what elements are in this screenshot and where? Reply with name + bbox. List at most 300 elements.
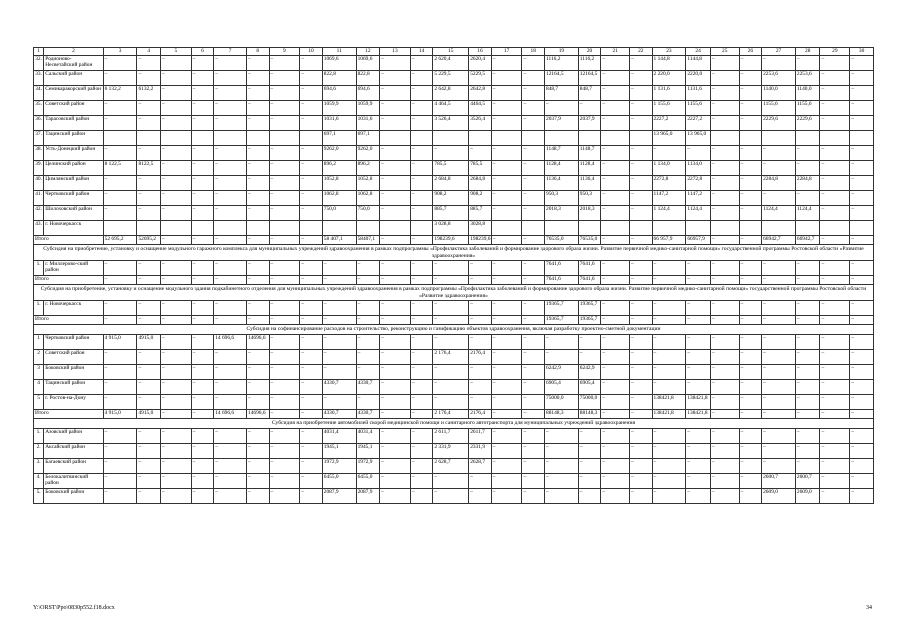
total-amount-cell: – — [491, 409, 522, 418]
amount-cell: – — [850, 261, 874, 276]
district-name-cell: Тарасовский район — [44, 116, 103, 131]
amount-cell: 2 220,0 — [652, 71, 686, 86]
amount-cell: – — [433, 301, 469, 316]
amount-cell: – — [630, 56, 653, 71]
amount-cell: 4330,7 — [356, 379, 380, 394]
amount-cell: – — [795, 146, 820, 161]
amount-cell: – — [247, 191, 270, 206]
total-amount-cell: – — [710, 316, 739, 325]
amount-cell: – — [247, 394, 270, 409]
amount-cell: – — [247, 458, 270, 473]
amount-cell — [247, 131, 270, 146]
amount-cell: – — [630, 473, 653, 488]
total-amount-cell: – — [380, 316, 411, 325]
amount-cell: – — [545, 334, 579, 349]
amount-cell: – — [522, 101, 545, 116]
amount-cell: – — [630, 161, 653, 176]
amount-cell: – — [380, 379, 411, 394]
amount-cell: – — [103, 364, 137, 379]
amount-cell: – — [686, 488, 711, 503]
amount-cell: – — [545, 101, 579, 116]
amount-cell: 2037,9 — [578, 116, 601, 131]
amount-cell: 950,3 — [545, 191, 579, 206]
amount-cell: – — [247, 206, 270, 221]
amount-cell: – — [300, 443, 323, 458]
district-name-cell: г. Новочеркасск — [44, 221, 103, 236]
total-label: Итого — [34, 276, 104, 285]
amount-cell: 2176,4 — [469, 349, 492, 364]
amount-cell: – — [160, 488, 191, 503]
amount-cell: – — [762, 394, 796, 409]
amount-cell — [410, 221, 433, 236]
amount-cell: – — [601, 101, 630, 116]
amount-cell: – — [137, 191, 161, 206]
amount-cell: – — [820, 488, 850, 503]
amount-cell: – — [269, 364, 300, 379]
amount-cell: – — [522, 146, 545, 161]
district-name-cell: Чертковский район — [44, 334, 103, 349]
column-number-cell: 11 — [322, 48, 356, 56]
section-title: Субсидия на приобретение автомобилей скорой медицинской помощи и санитарного автотранспорта для муниципальных учреждений здравоохранения — [34, 418, 874, 428]
amount-cell: 750,0 — [356, 206, 380, 221]
total-amount-cell: 4330,7 — [322, 409, 356, 418]
total-amount-cell: 7641,6 — [578, 276, 601, 285]
amount-cell: 1116,2 — [578, 56, 601, 71]
amount-cell: 3 526,4 — [433, 116, 469, 131]
amount-cell: – — [739, 191, 762, 206]
district-name-cell: Азовский район — [44, 428, 103, 443]
total-amount-cell: – — [601, 276, 630, 285]
row-index-cell: 43. — [34, 221, 44, 236]
column-number-cell: 10 — [300, 48, 323, 56]
amount-cell: – — [214, 364, 247, 379]
amount-cell: 2227,2 — [652, 116, 686, 131]
amount-cell: – — [469, 473, 492, 488]
amount-cell: – — [795, 349, 820, 364]
amount-cell: – — [850, 349, 874, 364]
total-amount-cell: – — [410, 236, 433, 245]
row-index-cell: 35. — [34, 101, 44, 116]
total-amount-cell: – — [160, 316, 191, 325]
amount-cell: – — [433, 261, 469, 276]
amount-cell: – — [630, 428, 653, 443]
document-sheet — [33, 47, 874, 504]
amount-cell: – — [103, 443, 137, 458]
amount-cell: 14 696,6 — [214, 334, 247, 349]
amount-cell: – — [322, 261, 356, 276]
amount-cell: 4915,0 — [137, 334, 161, 349]
amount-cell: – — [820, 428, 850, 443]
amount-cell: – — [214, 101, 247, 116]
row-index-cell: 3. — [34, 458, 44, 473]
district-name-cell: Советский район — [44, 101, 103, 116]
amount-cell: – — [410, 56, 433, 71]
total-amount-cell: – — [410, 316, 433, 325]
amount-cell: 2609,0 — [762, 488, 796, 503]
amount-cell: – — [739, 176, 762, 191]
amount-cell: – — [322, 349, 356, 364]
amount-cell: – — [300, 428, 323, 443]
amount-cell: – — [433, 379, 469, 394]
total-amount-cell: – — [160, 236, 191, 245]
amount-cell: – — [410, 301, 433, 316]
amount-cell: – — [380, 301, 411, 316]
column-number-cell: 13 — [380, 48, 411, 56]
amount-cell: 1069,6 — [322, 56, 356, 71]
total-amount-cell: – — [630, 236, 653, 245]
amount-cell: 2272,8 — [652, 176, 686, 191]
amount-cell: – — [762, 301, 796, 316]
total-amount-cell: – — [601, 409, 630, 418]
amount-cell: – — [762, 428, 796, 443]
amount-cell: – — [739, 301, 762, 316]
row-index-cell: 32. — [34, 56, 44, 71]
amount-cell: 1945,1 — [356, 443, 380, 458]
amount-cell: – — [269, 443, 300, 458]
amount-cell: 3 028,8 — [433, 221, 469, 236]
amount-cell — [322, 221, 356, 236]
amount-cell: – — [269, 161, 300, 176]
amount-cell: – — [850, 86, 874, 101]
amount-cell: – — [103, 473, 137, 488]
amount-cell: – — [630, 101, 653, 116]
total-amount-cell: – — [160, 276, 191, 285]
total-amount-cell: 76535,0 — [578, 236, 601, 245]
amount-cell: 2087,9 — [356, 488, 380, 503]
total-amount-cell: – — [710, 409, 739, 418]
amount-cell: – — [247, 443, 270, 458]
total-amount-cell: – — [522, 409, 545, 418]
amount-cell: 2018,3 — [578, 206, 601, 221]
amount-cell: – — [491, 56, 522, 71]
table-row — [34, 261, 874, 276]
amount-cell: – — [137, 488, 161, 503]
amount-cell: – — [160, 349, 191, 364]
total-amount-cell: – — [247, 276, 270, 285]
total-amount-cell: – — [191, 236, 214, 245]
row-index-cell: 4. — [34, 473, 44, 488]
amount-cell: – — [686, 443, 711, 458]
total-amount-cell: – — [322, 276, 356, 285]
amount-cell: – — [137, 206, 161, 221]
amount-cell: – — [601, 71, 630, 86]
total-amount-cell: – — [247, 236, 270, 245]
amount-cell: 2611,7 — [469, 428, 492, 443]
amount-cell: – — [491, 379, 522, 394]
amount-cell: – — [103, 101, 137, 116]
amount-cell: 19365,7 — [545, 301, 579, 316]
amount-cell: 2229,6 — [795, 116, 820, 131]
amount-cell: – — [710, 349, 739, 364]
amount-cell: – — [686, 334, 711, 349]
amount-cell: – — [214, 146, 247, 161]
amount-cell: – — [322, 334, 356, 349]
amount-cell: – — [491, 176, 522, 191]
column-number-cell: 8 — [247, 48, 270, 56]
amount-cell: – — [820, 349, 850, 364]
total-amount-cell: 4915,0 — [137, 409, 161, 418]
amount-cell: 9262,0 — [356, 146, 380, 161]
amount-cell: – — [820, 458, 850, 473]
amount-cell: 1069,6 — [356, 56, 380, 71]
amount-cell: – — [522, 56, 545, 71]
amount-cell: – — [578, 458, 601, 473]
file-path: Y:\ORST\Ppo\0830p552.f18.docx — [33, 605, 115, 611]
amount-cell: 2227,2 — [686, 116, 711, 131]
total-amount-cell: – — [795, 409, 820, 418]
amount-cell: – — [191, 176, 214, 191]
amount-cell: – — [137, 101, 161, 116]
row-index-cell: 1 — [34, 334, 44, 349]
column-number-cell: 1 — [34, 48, 44, 56]
amount-cell: 5229,5 — [469, 71, 492, 86]
amount-cell: 2620,4 — [469, 56, 492, 71]
amount-cell: – — [410, 488, 433, 503]
amount-cell: – — [410, 443, 433, 458]
amount-cell: – — [491, 364, 522, 379]
amount-cell: 2 628,7 — [433, 458, 469, 473]
amount-cell: – — [191, 206, 214, 221]
amount-cell: 4 464,5 — [433, 101, 469, 116]
amount-cell: – — [601, 473, 630, 488]
amount-cell: 7641,6 — [545, 261, 579, 276]
amount-cell: – — [410, 176, 433, 191]
amount-cell: – — [630, 301, 653, 316]
amount-cell — [545, 221, 579, 236]
table-row — [34, 458, 874, 473]
amount-cell: – — [652, 473, 686, 488]
amount-cell: 4464,5 — [469, 101, 492, 116]
amount-cell: 2 684,8 — [433, 176, 469, 191]
amount-cell: – — [522, 349, 545, 364]
amount-cell: 2609,0 — [795, 488, 820, 503]
amount-cell: – — [850, 146, 874, 161]
total-amount-cell: – — [433, 276, 469, 285]
amount-cell: – — [739, 473, 762, 488]
amount-cell: – — [710, 101, 739, 116]
amount-cell: – — [214, 176, 247, 191]
amount-cell: – — [300, 146, 323, 161]
amount-cell: – — [601, 334, 630, 349]
total-amount-cell: – — [433, 316, 469, 325]
total-amount-cell: 52 695,2 — [103, 236, 137, 245]
table-row — [34, 131, 874, 146]
district-name-cell: г. Ростов-на-Дону — [44, 394, 103, 409]
amount-cell: 1128,4 — [578, 161, 601, 176]
total-amount-cell: – — [380, 276, 411, 285]
amount-cell — [820, 131, 850, 146]
amount-cell — [137, 131, 161, 146]
amount-cell: 1 144,8 — [652, 56, 686, 71]
amount-cell: 8122,5 — [137, 161, 161, 176]
amount-cell — [137, 221, 161, 236]
column-number-cell: 25 — [710, 48, 739, 56]
section-title-row — [34, 245, 874, 261]
total-amount-cell: – — [522, 276, 545, 285]
amount-cell: – — [578, 349, 601, 364]
amount-cell: – — [601, 176, 630, 191]
amount-cell: – — [739, 334, 762, 349]
amount-cell: – — [300, 364, 323, 379]
amount-cell: – — [103, 394, 137, 409]
total-amount-cell: – — [491, 276, 522, 285]
amount-cell: – — [247, 86, 270, 101]
amount-cell: – — [630, 488, 653, 503]
amount-cell: 2284,8 — [762, 176, 796, 191]
amount-cell: – — [103, 206, 137, 221]
amount-cell: – — [491, 301, 522, 316]
table-row — [34, 428, 874, 443]
amount-cell: – — [191, 349, 214, 364]
total-amount-cell: – — [850, 409, 874, 418]
total-amount-cell: – — [380, 236, 411, 245]
amount-cell: – — [191, 334, 214, 349]
amount-cell: – — [433, 146, 469, 161]
amount-cell: – — [247, 488, 270, 503]
amount-cell — [300, 221, 323, 236]
column-number-cell: 21 — [601, 48, 630, 56]
amount-cell: 2628,7 — [469, 458, 492, 473]
amount-cell: – — [850, 116, 874, 131]
amount-cell: 2037,9 — [545, 116, 579, 131]
amount-cell: – — [739, 146, 762, 161]
amount-cell: – — [247, 301, 270, 316]
amount-cell: 4031,4 — [356, 428, 380, 443]
amount-cell: – — [820, 191, 850, 206]
column-number-cell: 6 — [191, 48, 214, 56]
amount-cell — [686, 221, 711, 236]
amount-cell: – — [601, 458, 630, 473]
amount-cell: – — [380, 473, 411, 488]
total-amount-cell: – — [469, 276, 492, 285]
amount-cell: – — [686, 364, 711, 379]
amount-cell — [710, 221, 739, 236]
district-name-cell: Чертковский район — [44, 191, 103, 206]
amount-cell: – — [380, 349, 411, 364]
total-amount-cell: – — [103, 316, 137, 325]
amount-cell: – — [762, 261, 796, 276]
amount-cell: 6905,4 — [545, 379, 579, 394]
amount-cell — [739, 131, 762, 146]
amount-cell: – — [601, 428, 630, 443]
amount-cell: – — [137, 261, 161, 276]
amount-cell: 1147,2 — [686, 191, 711, 206]
amount-cell: – — [269, 206, 300, 221]
amount-cell: – — [247, 176, 270, 191]
amount-cell: – — [300, 116, 323, 131]
amount-cell: – — [214, 428, 247, 443]
amount-cell: – — [380, 161, 411, 176]
row-index-cell: 1. — [34, 428, 44, 443]
table-row — [34, 71, 874, 86]
amount-cell: – — [491, 191, 522, 206]
amount-cell: 6455,0 — [322, 473, 356, 488]
amount-cell: – — [103, 116, 137, 131]
amount-cell: – — [850, 56, 874, 71]
amount-cell — [850, 221, 874, 236]
amount-cell: – — [269, 458, 300, 473]
amount-cell: 8 122,5 — [103, 161, 137, 176]
amount-cell: – — [652, 349, 686, 364]
amount-cell: – — [247, 364, 270, 379]
amount-cell: – — [214, 71, 247, 86]
amount-cell: – — [601, 86, 630, 101]
amount-cell: – — [380, 146, 411, 161]
amount-cell: – — [247, 101, 270, 116]
row-index-cell: 1. — [34, 301, 44, 316]
amount-cell: – — [795, 379, 820, 394]
amount-cell: 1059,9 — [322, 101, 356, 116]
table-row — [34, 86, 874, 101]
amount-cell: – — [160, 206, 191, 221]
amount-cell: – — [247, 161, 270, 176]
amount-cell: 1144,8 — [686, 56, 711, 71]
amount-cell: 1140,0 — [795, 86, 820, 101]
amount-cell: 2253,6 — [762, 71, 796, 86]
total-amount-cell: – — [269, 276, 300, 285]
amount-cell: 908,2 — [469, 191, 492, 206]
column-number-cell: 18 — [522, 48, 545, 56]
amount-cell: – — [160, 56, 191, 71]
amount-cell: 6242,9 — [545, 364, 579, 379]
amount-cell: – — [160, 116, 191, 131]
amount-cell — [356, 221, 380, 236]
amount-cell: – — [850, 458, 874, 473]
amount-cell: – — [739, 364, 762, 379]
amount-cell: 2229,6 — [762, 116, 796, 131]
table-row — [34, 191, 874, 206]
amount-cell: – — [191, 116, 214, 131]
amount-cell: 1128,4 — [545, 161, 579, 176]
column-number-cell: 28 — [795, 48, 820, 56]
total-amount-cell: – — [762, 276, 796, 285]
total-amount-cell: 14 696,6 — [214, 409, 247, 418]
amount-cell: – — [522, 364, 545, 379]
district-name-cell: Целинский район — [44, 161, 103, 176]
amount-cell: 2 176,4 — [433, 349, 469, 364]
column-number-cell: 4 — [137, 48, 161, 56]
amount-cell: – — [652, 364, 686, 379]
amount-cell: – — [820, 473, 850, 488]
amount-cell: – — [269, 116, 300, 131]
amount-cell: – — [160, 191, 191, 206]
total-amount-cell: – — [191, 316, 214, 325]
amount-cell: – — [601, 206, 630, 221]
amount-cell: – — [103, 191, 137, 206]
amount-cell: 1147,2 — [652, 191, 686, 206]
amount-cell: 2272,8 — [686, 176, 711, 191]
amount-cell: – — [247, 428, 270, 443]
amount-cell: – — [710, 364, 739, 379]
amount-cell: – — [300, 261, 323, 276]
district-name-cell: Семикаракорский район — [44, 86, 103, 101]
amount-cell: 1140,0 — [762, 86, 796, 101]
amount-cell: – — [410, 334, 433, 349]
row-index-cell: 2 — [34, 349, 44, 364]
amount-cell: – — [601, 146, 630, 161]
amount-cell: 2 611,7 — [433, 428, 469, 443]
amount-cell: – — [137, 71, 161, 86]
amount-cell — [762, 131, 796, 146]
amount-cell: – — [820, 161, 850, 176]
total-amount-cell: – — [522, 316, 545, 325]
amount-cell — [820, 221, 850, 236]
row-index-cell: 34. — [34, 86, 44, 101]
amount-cell — [578, 221, 601, 236]
amount-cell: – — [191, 261, 214, 276]
amount-cell: – — [269, 334, 300, 349]
total-amount-cell: 2176,4 — [469, 409, 492, 418]
